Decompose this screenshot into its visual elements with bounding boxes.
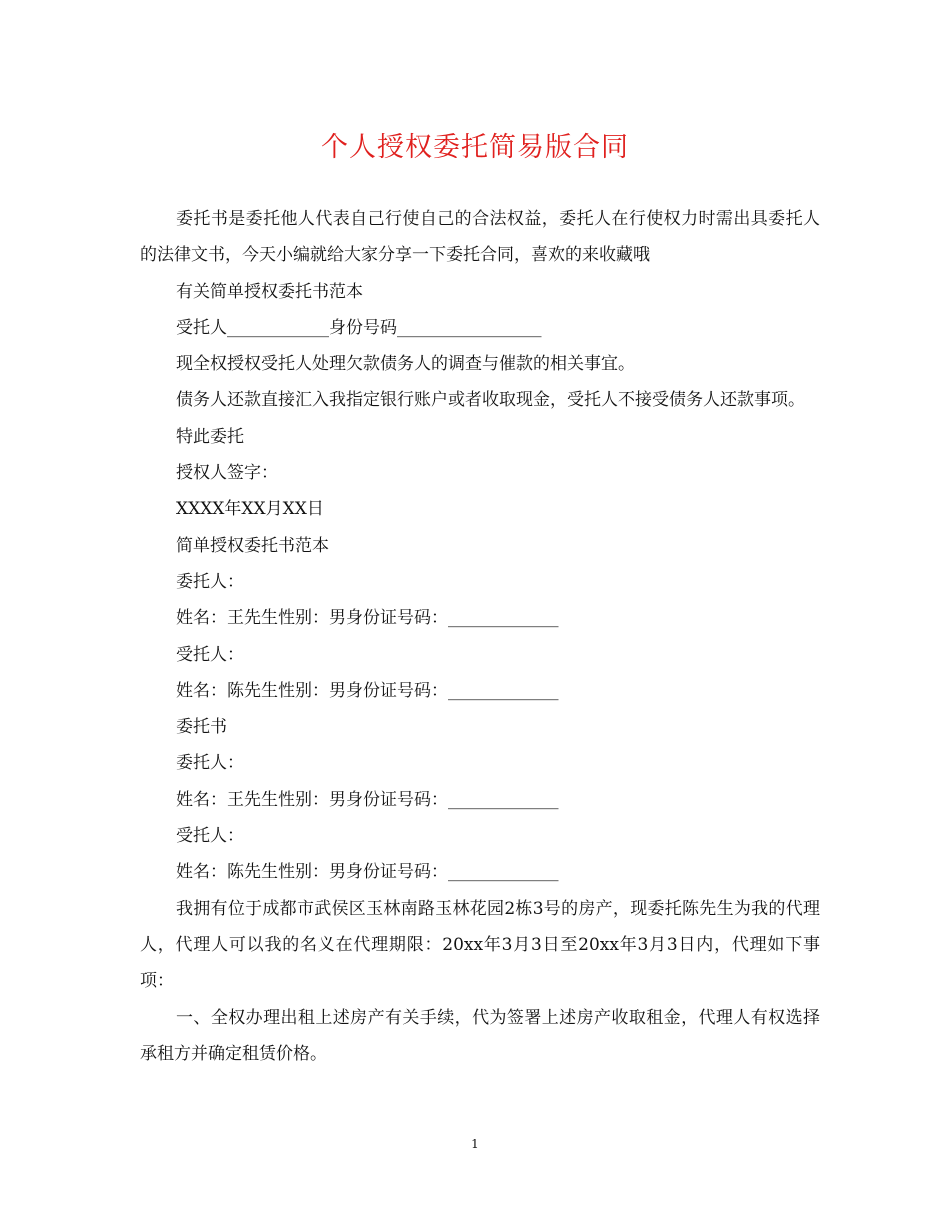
- paragraph-property: 我拥有位于成都市武侯区玉林南路玉林花园2栋3号的房产，现委托陈先生为我的代理人，代理人可以我的名义在代理期限：20xx年3月3日至20xx年3月3日内，代理如下事项：: [140, 898, 820, 992]
- page-number: 1: [471, 1137, 479, 1151]
- paragraph-principal-info-2: 姓名：王先生性别：男身份证号码：_____________: [176, 789, 559, 810]
- paragraph-date: XXXX年XX月XX日: [176, 499, 324, 520]
- paragraph-trustee-label: 受托人：: [176, 644, 244, 665]
- document-body: [140, 201, 820, 1072]
- paragraph-repayment: 债务人还款直接汇入我指定银行账户或者收取现金，受托人不接受债务人还款事项。: [176, 390, 805, 411]
- paragraph-trustee-label-2: 受托人：: [176, 826, 244, 847]
- paragraph-signature: 授权人签字：: [176, 463, 278, 484]
- paragraph-hereby: 特此委托: [176, 426, 244, 447]
- paragraph-trustee-info-2: 姓名：陈先生性别：男身份证号码：_____________: [176, 862, 559, 883]
- document-title: 个人授权委托简易版合同: [321, 132, 629, 163]
- paragraph-intro: 委托书是委托他人代表自己行使自己的合法权益，委托人在行使权力时需出具委托人的法律文书，今天小编就给大家分享一下委托合同，喜欢的来收藏哦: [140, 209, 820, 266]
- paragraph-item-1: 一、全权办理出租上述房产有关手续，代为签署上述房产收取租金，代理人有权选择承租方并确定租赁价格。: [140, 1007, 820, 1064]
- paragraph-trustee-id-line: 受托人____________身份号码_________________: [176, 317, 542, 338]
- paragraph-principal-info: 姓名：王先生性别：男身份证号码：_____________: [176, 608, 559, 629]
- paragraph-trustee-info: 姓名：陈先生性别：男身份证号码：_____________: [176, 680, 559, 701]
- paragraph-heading-sample-1: 有关简单授权委托书范本: [176, 281, 363, 302]
- paragraph-principal-label: 委托人：: [176, 571, 244, 592]
- paragraph-heading-sample-2: 简单授权委托书范本: [176, 535, 329, 556]
- paragraph-authorization: 现全权授权受托人处理欠款债务人的调查与催款的相关事宜。: [176, 354, 635, 375]
- paragraph-principal-label-2: 委托人：: [176, 753, 244, 774]
- paragraph-heading-letter: 委托书: [176, 717, 227, 738]
